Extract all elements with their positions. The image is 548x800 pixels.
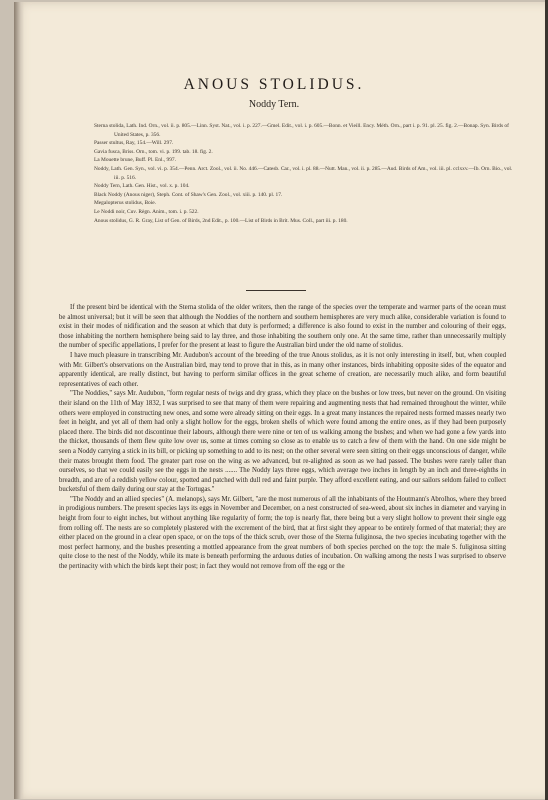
species-title: ANOUS STOLIDUS. — [183, 76, 365, 93]
synonymy-entry: Passer stultus, Ray, 154.—Will. 297. — [94, 140, 174, 147]
synonymy-entry: Megalopterus stolidus, Boie. — [94, 200, 156, 207]
synonymy-entry: Noddy, Lath. Gen. Syn., vol. vi. p. 354.—Penn. Arct. Zool., vol. ii. No. 446.—Catesb. Car., vol. i. pl. 88.—Nutt. Man., vol. ii. p. 285.—Aud. Birds of Am., vol. iii. pl. cclxxv.—Ib. Orn. Bio., vol. iii. p. 516. — [94, 165, 513, 181]
section-divider — [246, 290, 306, 291]
body-text — [59, 303, 506, 572]
synonymy-entry: Gavia fusca, Briss. Orn., tom. vi. p. 199. tab. 18. fig. 2. — [94, 148, 213, 155]
synonymy-entry: Sterna stolida, Lath. Ind. Orn., vol. ii. p. 805.—Linn. Syst. Nat., vol. i. p. 227.—Gmel. Edit., vol. i. p. 605.—Bonn. et Vieill. Ency. Méth. Orn., part i. p. 91. pl. 25. fig. 2.—Bonap. Syn. Birds of United States, p. 356. — [94, 123, 509, 138]
synonymy-entry: Black Noddy (Anous niger), Steph. Cont. of Shaw's Gen. Zool., vol. xiii. p. 140. pl. 17. — [94, 191, 283, 198]
synonymy-list — [94, 122, 514, 225]
synonymy-entry: Noddy Tern, Lath. Gen. Hist., vol. x. p. 104. — [94, 183, 190, 190]
synonymy-entry: La Mouette brune, Buff. Pl. Enl., 997. — [94, 157, 176, 164]
body-paragraph: I have much pleasure in transcribing Mr. Audubon's account of the breeding of the true Anous stolidus, as it is not only interesting in itself, but, when coupled with Mr. Gilbert's observations on the Australian bird, may tend to prove that in this, as in many other instances, birds inhabiting opposite sides of the equator and apparently identical, are really distinct, but having to perform similar offices in the great scheme of creation, are necessarily much alike, and form beautiful representatives of each other. — [59, 351, 506, 388]
common-name: Noddy Tern. — [248, 99, 300, 110]
synonymy-entry: Anous stolidus, G. R. Gray, List of Gen. of Birds, 2nd Edit., p. 100.—List of Birds in Brit. Mus. Coll., part iii. p. 180. — [94, 217, 348, 224]
page-gutter-shadow — [14, 2, 24, 799]
body-paragraph: "The Noddies," says Mr. Audubon, "form regular nests of twigs and dry grass, which they place on the bushes or low trees, but never on the ground. On visiting their island on the 11th of May 1832, I was surprised to see that many of them were repairing and augmenting nests that had remained throughout the winter, while others were employed in constructing new ones, and some were already sitting on their eggs. In a great many instances the repaired nests formed masses nearly two feet in height, and yet all of them had only a slight hollow for the eggs, broken shells of which were found among the entire ones, as if they had been purposely placed there. The birds did not discontinue their labours, although there were nine or ten of us walking among the bushes; and when we had gone a few yards into the thicket, thousands of them flew quite low over us, some at times coming so close as to enable us to catch a few of them with the hand. On one side might be seen a Noddy carrying a stick in its bill, or picking up something to add to its nest; on the other several were seen sitting on their eggs unconscious of danger, while their mates brought them food. The greater part rose on the wing as we advanced, but re-alighted as soon as we had passed. The bushes were rarely taller than ourselves, so that we could easily see the eggs in the nests ....... The Noddy lays three eggs, which average two inches in length by an inch and three-eighths in breadth, and are of a reddish yellow colour, spotted and patched with dull red and faint purple. They afford excellent eating, and our sailors seldom failed to collect bucketsful of them daily during our stay at the Tortugas." — [59, 390, 506, 494]
body-paragraph: If the present bird be identical with the Sterna stolida of the older writers, then the range of the species over the temperate and warmer parts of the ocean must be almost universal; but it will be seen that although the Noddies of the northern and southern hemispheres are very much alike, considerable variation is found to exist in their modes of nidification and the season at which that duty is performed; a difference is also found to exist in the number and colouring of their eggs, those inhabiting the northern hemisphere being said to lay three, and those inhabiting the southern only one. At the same time, rather than unnecessarily multiply the number of specific appellations, I prefer for the present at least to figure the Australian bird under the old name of stolidus. — [59, 304, 506, 350]
synonymy-entry: Le Noddi noir, Cuv. Règn. Anim., tom. i. p. 522. — [94, 208, 199, 215]
body-paragraph: "The Noddy and an allied species" (A. melanops), says Mr. Gilbert, "are the most numerous of all the inhabitants of the Houtmann's Abrolhos, where they breed in prodigious numbers. The present species lays its eggs in November and December, on a nest constructed of sea-weed, about six inches in diameter and varying in height from four to eight inches, but without anything like regularity of form; the top is nearly flat, there being but a very slight hollow to prevent their single egg from rolling off. The nests are so completely plastered with the excrement of the bird, that at first sight they appear to be entirely formed of that material; they are either placed on the ground in a clear open space, or on the tops of the thick scrub, over those of the Sterna fuliginosa, the two species incubating together with the most perfect harmony, and the bushes presenting a mottled appearance from the great numbers of both species perched on the top: the male S. fuliginosa sitting quite close to the nest of the Noddy, while its mate is beneath performing the arduous duties of incubation. On walking among the nests I was surprised to observe the pertinacity with which the birds kept their post; in fact they would not remove from off the egg or the — [59, 495, 506, 571]
